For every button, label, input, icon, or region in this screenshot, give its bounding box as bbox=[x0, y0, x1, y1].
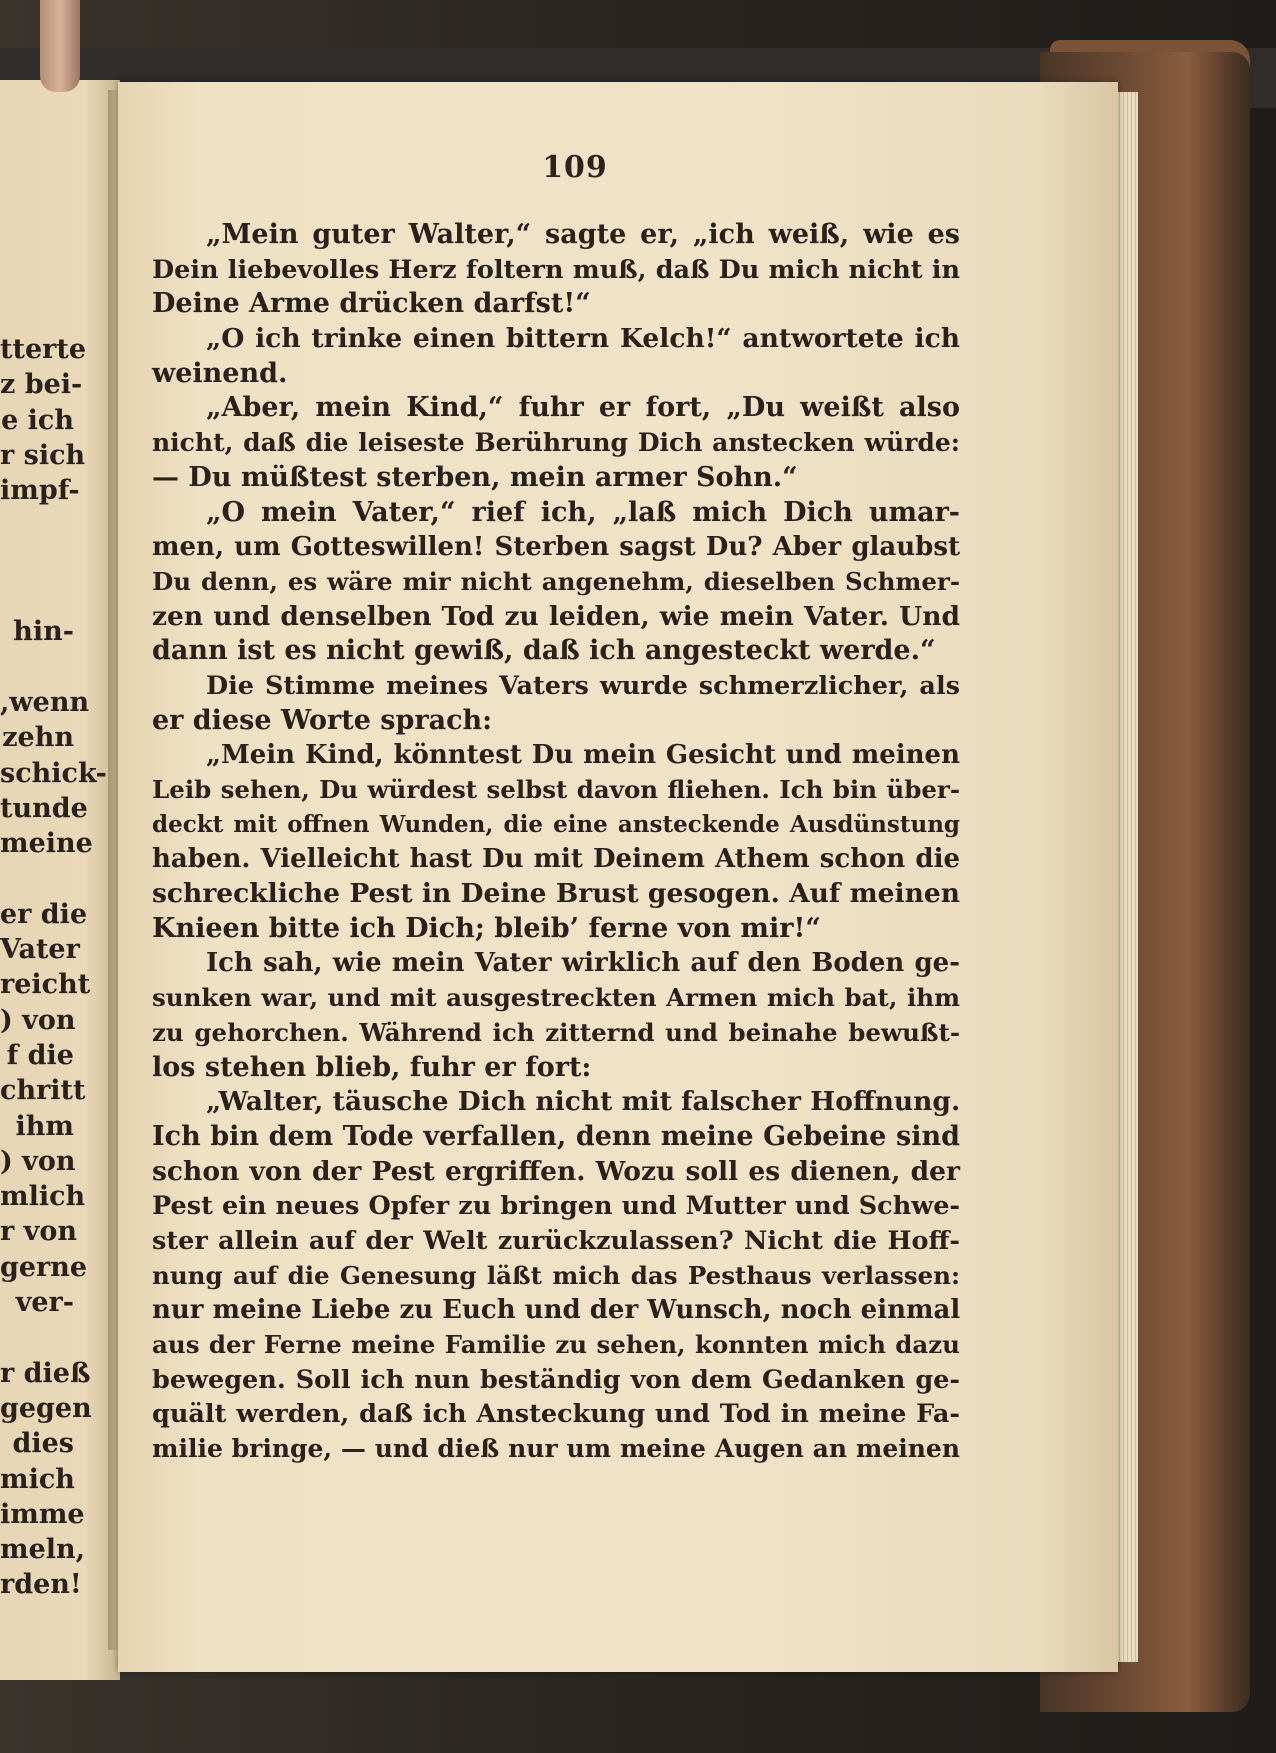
left-page-fragment: z bei- bbox=[0, 369, 83, 401]
left-page-fragment: r von bbox=[0, 1216, 77, 1248]
left-page-fragment: meine bbox=[0, 828, 93, 860]
left-page-fragment: ) von bbox=[0, 1004, 76, 1036]
left-page-fragment bbox=[0, 1320, 74, 1355]
left-page-fragment: reicht bbox=[0, 969, 91, 1001]
text-line: „Walter, täusche Dich nicht mit falscher Hoffnung. bbox=[206, 1086, 961, 1118]
left-page-fragment: e ich bbox=[1, 404, 74, 436]
text-line: — Du müßtest sterben, mein armer Sohn.“ bbox=[152, 461, 798, 493]
bookmark-ribbon bbox=[40, 0, 80, 92]
left-page-fragment: tterte bbox=[0, 334, 86, 365]
text-line: Dein liebevolles Herz foltern muß, daß Du mich nicht in bbox=[152, 254, 960, 285]
text-line: Du denn, es wäre mir nicht angenehm, dieselben Schmer- bbox=[152, 566, 960, 596]
left-page-fragment: er die bbox=[0, 898, 88, 930]
left-page-fragment: Vater bbox=[0, 934, 80, 966]
text-line: Leib sehen, Du würdest selbst davon fliehen. Ich bin über- bbox=[152, 775, 960, 804]
page-body-text bbox=[152, 218, 960, 1467]
left-page-fragment: impf- bbox=[0, 475, 80, 507]
left-page-fragment: gegen bbox=[0, 1392, 92, 1424]
left-page-fragment: ihm bbox=[15, 1110, 74, 1142]
left-page-fragment: dies bbox=[12, 1428, 74, 1460]
text-line: nur meine Liebe zu Euch und der Wunsch, noch einmal bbox=[152, 1295, 961, 1326]
text-line: „Aber, mein Kind,“ fuhr er fort, „Du weißt also bbox=[206, 392, 960, 424]
text-line: nung auf die Genesung läßt mich das Pesthaus verlassen: bbox=[152, 1260, 960, 1290]
text-line: Pest ein neues Opfer zu bringen und Mutter und Schwe- bbox=[152, 1191, 960, 1222]
text-line: haben. Vielleicht hast Du mit Deinem Athem schon die bbox=[152, 844, 960, 875]
left-page bbox=[0, 80, 120, 1680]
left-page-fragment: ) von bbox=[0, 1145, 76, 1177]
text-line: Knieen bitte ich Dich; bleib’ ferne von mir!“ bbox=[152, 912, 821, 944]
left-page-fragment: ,wenn bbox=[0, 686, 90, 718]
left-page-fragment bbox=[0, 861, 74, 896]
text-line: zu gehorchen. Während ich zitternd und beinahe bewußt- bbox=[152, 1017, 960, 1047]
text-line: „Mein Kind, könntest Du mein Gesicht und meinen bbox=[206, 740, 960, 771]
left-page-fragment bbox=[0, 650, 74, 685]
left-page-fragment: mich bbox=[0, 1463, 75, 1495]
left-page-fragment bbox=[0, 508, 74, 543]
left-page-fragment: schick- bbox=[0, 757, 107, 789]
left-page-fragment: f die bbox=[6, 1039, 74, 1071]
text-line: sunken war, und mit ausgestreckten Armen mich bat, ihm bbox=[152, 983, 960, 1013]
left-page-fragment: r dieß bbox=[0, 1357, 91, 1389]
text-line: Deine Arme drücken darfst!“ bbox=[152, 288, 591, 320]
text-line: „Mein guter Walter,“ sagte er, „ich weiß, wie es bbox=[206, 219, 960, 250]
left-page-fragment bbox=[0, 579, 74, 614]
text-line: los stehen blieb, fuhr er fort: bbox=[152, 1051, 592, 1083]
text-line: milie bringe, — und dieß nur um meine Augen an meinen bbox=[152, 1434, 960, 1464]
left-page-fragment: zehn bbox=[2, 722, 74, 754]
left-page-fragment: rden! bbox=[0, 1569, 82, 1601]
text-line: „O ich trinke einen bittern Kelch!“ antwortete ich bbox=[206, 323, 960, 355]
text-line: bewegen. Soll ich nun beständig von dem Gedanken ge- bbox=[152, 1364, 960, 1395]
text-line: nicht, daß die leiseste Berührung Dich anstecken würde: bbox=[152, 428, 960, 458]
text-line: deckt mit offnen Wunden, die eine ansteckende Ausdünstung bbox=[152, 810, 960, 838]
text-line: schreckliche Pest in Deine Brust gesogen. Auf meinen bbox=[152, 878, 960, 910]
left-page-fragment bbox=[0, 544, 74, 579]
left-page-fragment: chritt bbox=[0, 1075, 86, 1107]
left-page-fragment: meln, bbox=[0, 1534, 86, 1566]
left-page-fragment: r sich bbox=[0, 439, 86, 471]
text-line: schon von der Pest ergriffen. Wozu soll es dienen, der bbox=[152, 1155, 960, 1187]
text-line: quält werden, daß ich Ansteckung und Tod in meine Fa- bbox=[152, 1399, 960, 1430]
text-line: dann ist es nicht gewiß, daß ich angesteckt werde.“ bbox=[152, 635, 936, 667]
left-page-fragment: imme bbox=[0, 1498, 85, 1530]
text-line: aus der Ferne meine Familie zu sehen, konnten mich dazu bbox=[152, 1330, 960, 1359]
text-line: Ich bin dem Tode verfallen, denn meine Gebeine sind bbox=[152, 1120, 960, 1152]
text-line: „O mein Vater,“ rief ich, „laß mich Dich umar- bbox=[206, 496, 960, 528]
text-line: men, um Gotteswillen! Sterben sagst Du? Aber glaubst bbox=[152, 532, 960, 563]
left-page-fragment: hin- bbox=[13, 616, 74, 648]
text-line: zen und denselben Tod zu leiden, wie mein Vater. Und bbox=[152, 600, 960, 632]
left-page-fragment: mlich bbox=[0, 1181, 86, 1213]
page-number: 109 bbox=[542, 150, 608, 185]
text-line: ster allein auf der Welt zurückzulassen? Nicht die Hoff- bbox=[152, 1225, 960, 1256]
text-line: er diese Worte sprach: bbox=[152, 704, 493, 736]
left-page-fragment: gerne bbox=[0, 1251, 88, 1283]
text-line: Die Stimme meines Vaters wurde schmerzlicher, als bbox=[206, 670, 960, 701]
left-page-fragment: tunde bbox=[0, 792, 88, 824]
left-page-text bbox=[0, 332, 107, 1603]
left-page-fragment: ver- bbox=[15, 1287, 74, 1319]
text-line: weinend. bbox=[152, 357, 288, 389]
text-line: Ich sah, wie mein Vater wirklich auf den Boden ge- bbox=[206, 948, 960, 979]
